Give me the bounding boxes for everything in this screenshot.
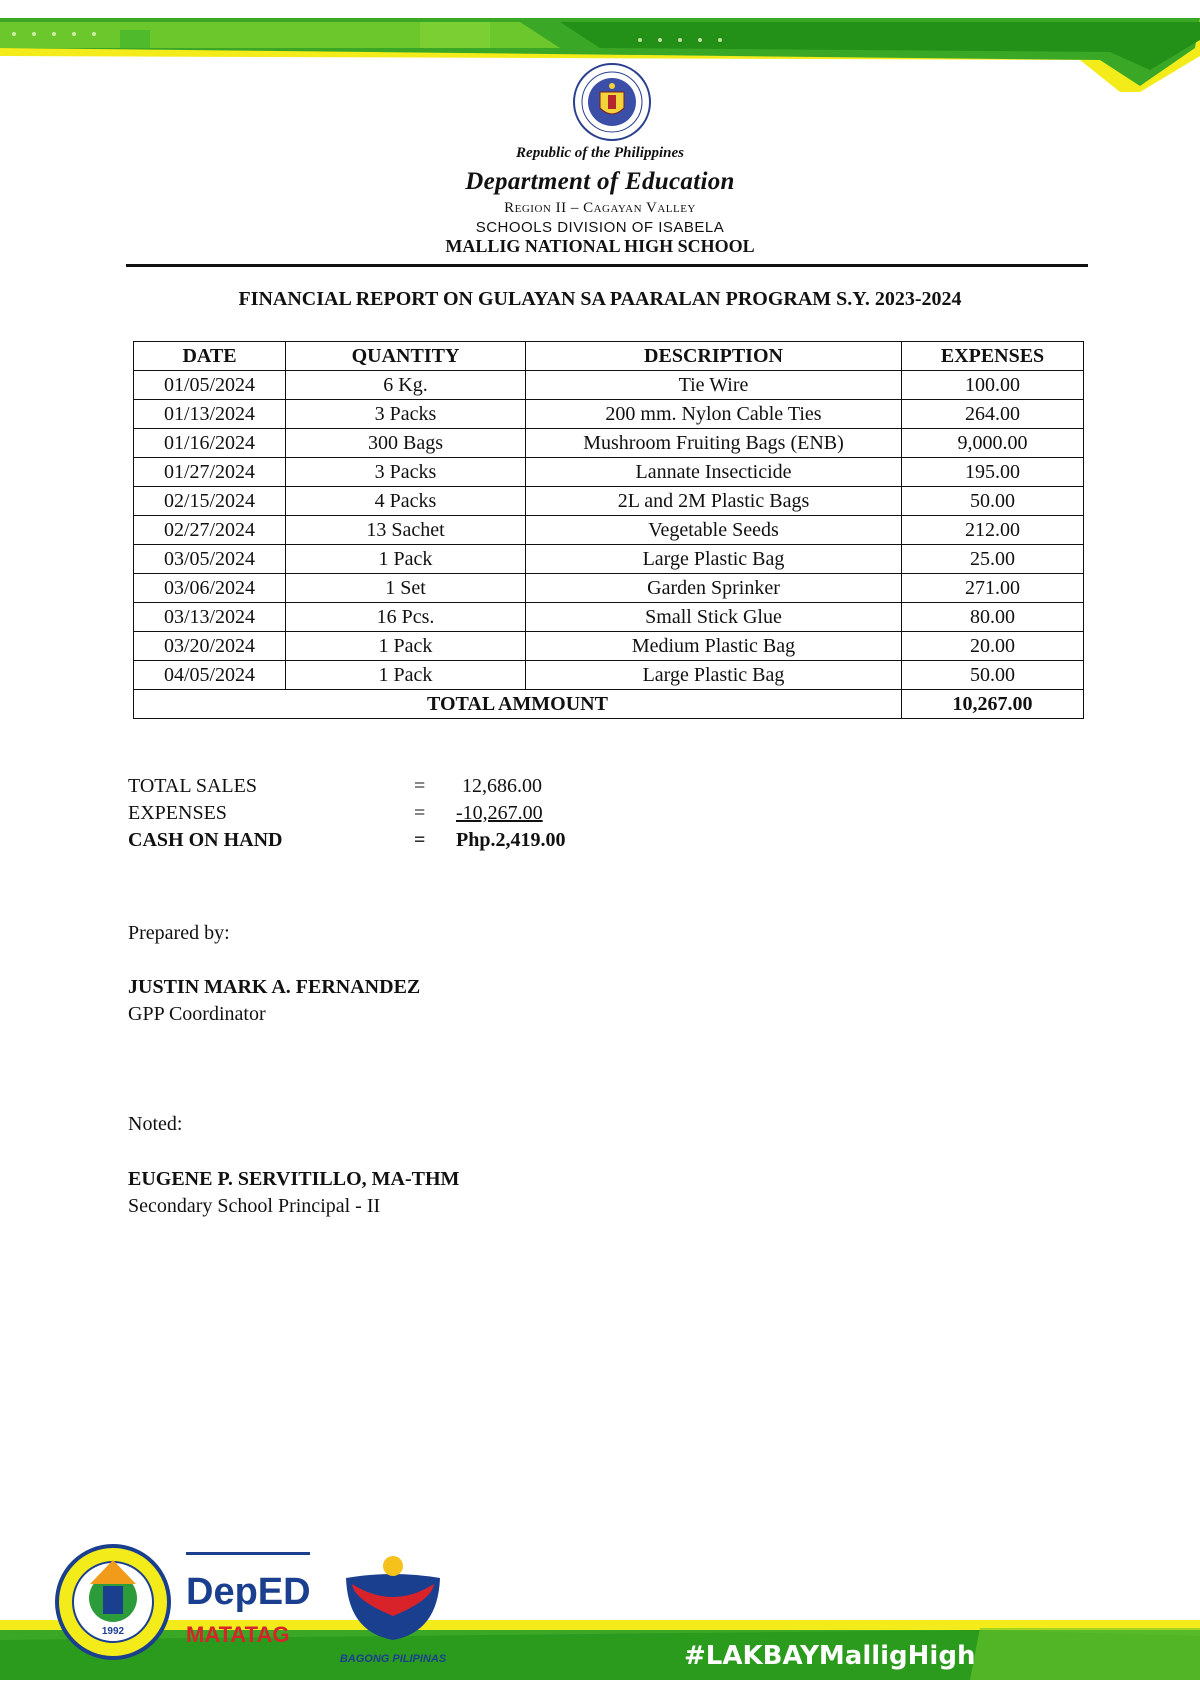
cell-expense: 264.00 bbox=[902, 400, 1084, 429]
prepared-by-label: Prepared by: bbox=[128, 922, 230, 944]
cell-date: 04/05/2024 bbox=[134, 661, 286, 690]
letterhead-republic: Republic of the Philippines bbox=[516, 145, 684, 161]
table-total-row bbox=[134, 690, 1084, 719]
cell-date: 03/05/2024 bbox=[134, 545, 286, 574]
matatag-text: MATATAG bbox=[186, 1622, 290, 1647]
table-row bbox=[134, 632, 1084, 661]
prepared-by-position: GPP Coordinator bbox=[128, 1003, 266, 1025]
hashtag-text: #LAKBAYMalligHigh bbox=[684, 1641, 976, 1671]
total-sales-label: TOTAL SALES bbox=[128, 775, 257, 797]
cell-quantity: 3 Packs bbox=[286, 458, 526, 487]
bagong-pilipinas-text: BAGONG PILIPINAS bbox=[339, 1653, 447, 1665]
letterhead-department: Department of Education bbox=[465, 168, 735, 195]
cell-date: 01/05/2024 bbox=[134, 371, 286, 400]
table-row bbox=[134, 661, 1084, 690]
cell-expense: 50.00 bbox=[902, 661, 1084, 690]
cell-description: 2L and 2M Plastic Bags bbox=[526, 487, 902, 516]
table-row bbox=[134, 487, 1084, 516]
cell-quantity: 4 Packs bbox=[286, 487, 526, 516]
header-expenses: EXPENSES bbox=[902, 342, 1084, 371]
deped-logo-text: DepED bbox=[186, 1571, 311, 1613]
cell-expense: 212.00 bbox=[902, 516, 1084, 545]
table-row bbox=[134, 458, 1084, 487]
table-row bbox=[134, 516, 1084, 545]
cell-description: Vegetable Seeds bbox=[526, 516, 902, 545]
footer-band bbox=[0, 1540, 1200, 1696]
school-seal-icon bbox=[57, 1546, 169, 1658]
table-header-row bbox=[134, 342, 1084, 371]
letterhead-region: Region II – Cagayan Valley bbox=[504, 200, 696, 216]
cell-date: 01/16/2024 bbox=[134, 429, 286, 458]
cell-expense: 271.00 bbox=[902, 574, 1084, 603]
table-row bbox=[134, 371, 1084, 400]
table-row bbox=[134, 603, 1084, 632]
cell-description: 200 mm. Nylon Cable Ties bbox=[526, 400, 902, 429]
cell-expense: 25.00 bbox=[902, 545, 1084, 574]
header-description: DESCRIPTION bbox=[526, 342, 902, 371]
cell-expense: 20.00 bbox=[902, 632, 1084, 661]
table-row bbox=[134, 400, 1084, 429]
total-sales-equals: = bbox=[414, 775, 426, 797]
cash-on-hand-label: CASH ON HAND bbox=[128, 829, 283, 851]
cell-description: Medium Plastic Bag bbox=[526, 632, 902, 661]
expenses-value: -10,267.00 bbox=[456, 802, 543, 824]
noted-label: Noted: bbox=[128, 1113, 183, 1135]
cell-quantity: 13 Sachet bbox=[286, 516, 526, 545]
cash-on-hand-value: Php.2,419.00 bbox=[456, 829, 566, 851]
cell-quantity: 6 Kg. bbox=[286, 371, 526, 400]
cell-expense: 50.00 bbox=[902, 487, 1084, 516]
header-quantity: QUANTITY bbox=[286, 342, 526, 371]
cell-date: 02/27/2024 bbox=[134, 516, 286, 545]
cell-expense: 80.00 bbox=[902, 603, 1084, 632]
letterhead-division: SCHOOLS DIVISION OF ISABELA bbox=[475, 219, 725, 236]
cell-description: Large Plastic Bag bbox=[526, 545, 902, 574]
cell-quantity: 1 Set bbox=[286, 574, 526, 603]
cell-date: 03/20/2024 bbox=[134, 632, 286, 661]
cash-on-hand-equals: = bbox=[414, 829, 426, 851]
cell-quantity: 300 Bags bbox=[286, 429, 526, 458]
letterhead-school: MALLIG NATIONAL HIGH SCHOOL bbox=[445, 236, 755, 256]
header-date: DATE bbox=[134, 342, 286, 371]
cell-description: Mushroom Fruiting Bags (ENB) bbox=[526, 429, 902, 458]
cell-expense: 9,000.00 bbox=[902, 429, 1084, 458]
cell-expense: 100.00 bbox=[902, 371, 1084, 400]
deped-seal-icon bbox=[572, 62, 652, 142]
prepared-by-name: JUSTIN MARK A. FERNANDEZ bbox=[128, 976, 421, 998]
expenses-label: EXPENSES bbox=[128, 802, 227, 824]
letterhead-divider bbox=[126, 264, 1088, 267]
cell-date: 03/06/2024 bbox=[134, 574, 286, 603]
noted-name: EUGENE P. SERVITILLO, MA-THM bbox=[128, 1168, 460, 1190]
cell-expense: 195.00 bbox=[902, 458, 1084, 487]
table-row bbox=[134, 545, 1084, 574]
cell-quantity: 16 Pcs. bbox=[286, 603, 526, 632]
cell-description: Lannate Insecticide bbox=[526, 458, 902, 487]
cell-description: Small Stick Glue bbox=[526, 603, 902, 632]
cell-description: Tie Wire bbox=[526, 371, 902, 400]
report-title: FINANCIAL REPORT ON GULAYAN SA PAARALAN PROGRAM S.Y. 2023-2024 bbox=[238, 288, 962, 310]
cell-date: 01/13/2024 bbox=[134, 400, 286, 429]
cell-description: Garden Sprinker bbox=[526, 574, 902, 603]
expense-table bbox=[133, 341, 1084, 719]
cell-quantity: 1 Pack bbox=[286, 661, 526, 690]
cell-date: 03/13/2024 bbox=[134, 603, 286, 632]
school-seal-year: 1992 bbox=[101, 1626, 125, 1637]
table-row bbox=[134, 429, 1084, 458]
table-row bbox=[134, 574, 1084, 603]
expenses-equals: = bbox=[414, 802, 426, 824]
noted-position: Secondary School Principal - II bbox=[128, 1195, 381, 1217]
total-value: 10,267.00 bbox=[902, 690, 1084, 719]
cell-quantity: 1 Pack bbox=[286, 632, 526, 661]
cell-date: 01/27/2024 bbox=[134, 458, 286, 487]
total-sales-value: 12,686.00 bbox=[462, 775, 542, 797]
cell-description: Large Plastic Bag bbox=[526, 661, 902, 690]
total-label: TOTAL AMMOUNT bbox=[134, 690, 902, 719]
cell-date: 02/15/2024 bbox=[134, 487, 286, 516]
cell-quantity: 3 Packs bbox=[286, 400, 526, 429]
cell-quantity: 1 Pack bbox=[286, 545, 526, 574]
